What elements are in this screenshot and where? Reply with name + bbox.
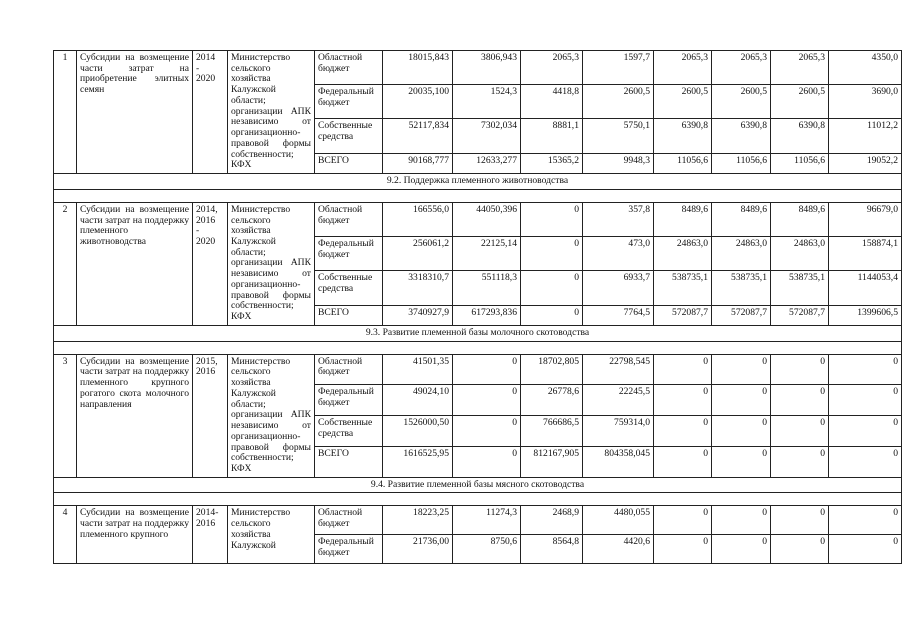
amount-cell: 1526000,50 xyxy=(383,416,453,447)
funding-source: Областной бюджет xyxy=(315,51,383,85)
spacer-row xyxy=(54,189,902,202)
section-heading: 9.2. Поддержка племенного животноводства xyxy=(54,174,902,190)
amount-cell: 572087,7 xyxy=(712,305,771,325)
amount-cell: 0 xyxy=(771,385,829,416)
amount-cell: 551118,3 xyxy=(453,271,521,305)
section-row xyxy=(54,325,902,341)
amount-cell: 11274,3 xyxy=(453,506,521,535)
amount-cell: 24863,0 xyxy=(654,237,712,271)
amount-cell: 0 xyxy=(829,416,902,447)
row-number: 4 xyxy=(54,506,77,564)
funding-source: ВСЕГО xyxy=(315,305,383,325)
amount-cell: 41501,35 xyxy=(383,354,453,385)
amount-cell: 0 xyxy=(521,237,583,271)
amount-cell: 0 xyxy=(829,354,902,385)
amount-cell: 49024,10 xyxy=(383,385,453,416)
amount-cell: 1399606,5 xyxy=(829,305,902,325)
amount-cell: 18015,843 xyxy=(383,51,453,85)
amount-cell: 766686,5 xyxy=(521,416,583,447)
amount-cell: 0 xyxy=(771,535,829,564)
spacer-cell xyxy=(54,189,902,202)
executor: Министерство сельского хозяйства Калужской области; организации АПК независимо от организационно-правовой формы собственности; КФХ xyxy=(228,354,315,477)
amount-cell: 22798,545 xyxy=(583,354,654,385)
executor: Министерство сельского хозяйства Калужской области; организации АПК независимо от организационно-правовой формы собственности; КФХ xyxy=(228,51,315,174)
amount-cell: 0 xyxy=(654,506,712,535)
amount-cell: 158874,1 xyxy=(829,237,902,271)
amount-cell: 3740927,9 xyxy=(383,305,453,325)
section-row xyxy=(54,477,902,493)
amount-cell: 538735,1 xyxy=(771,271,829,305)
funding-source: ВСЕГО xyxy=(315,153,383,173)
amount-cell: 90168,777 xyxy=(383,153,453,173)
amount-cell: 0 xyxy=(654,354,712,385)
amount-cell: 8489,6 xyxy=(654,202,712,236)
amount-cell: 9948,3 xyxy=(583,153,654,173)
amount-cell: 256061,2 xyxy=(383,237,453,271)
amount-cell: 8881,1 xyxy=(521,119,583,153)
amount-cell: 12633,277 xyxy=(453,153,521,173)
measure-years: 2014 - 2020 xyxy=(193,51,228,174)
amount-cell: 0 xyxy=(521,271,583,305)
funding-source: ВСЕГО xyxy=(315,446,383,477)
amount-cell: 2600,5 xyxy=(771,85,829,119)
amount-cell: 2600,5 xyxy=(654,85,712,119)
row-number: 1 xyxy=(54,51,77,174)
amount-cell: 44050,396 xyxy=(453,202,521,236)
funding-source: Федеральный бюджет xyxy=(315,237,383,271)
amount-cell: 8489,6 xyxy=(771,202,829,236)
budget-row xyxy=(54,51,902,85)
amount-cell: 7302,034 xyxy=(453,119,521,153)
amount-cell: 6390,8 xyxy=(654,119,712,153)
amount-cell: 2065,3 xyxy=(654,51,712,85)
amount-cell: 2065,3 xyxy=(712,51,771,85)
funding-source: Собственные средства xyxy=(315,119,383,153)
amount-cell: 11056,6 xyxy=(654,153,712,173)
amount-cell: 4480,055 xyxy=(583,506,654,535)
amount-cell: 0 xyxy=(829,446,902,477)
section-heading: 9.4. Развитие племенной базы мясного скотоводства xyxy=(54,477,902,493)
amount-cell: 8564,8 xyxy=(521,535,583,564)
measure-name: Субсидии на возмещение части затрат на поддержку племенного животноводства xyxy=(77,202,193,325)
measure-years: 2014, 2016 - 2020 xyxy=(193,202,228,325)
amount-cell: 6390,8 xyxy=(712,119,771,153)
amount-cell: 26778,6 xyxy=(521,385,583,416)
amount-cell: 11012,2 xyxy=(829,119,902,153)
funding-source: Собственные средства xyxy=(315,271,383,305)
funding-source: Федеральный бюджет xyxy=(315,535,383,564)
amount-cell: 572087,7 xyxy=(654,305,712,325)
executor: Министерство сельского хозяйства Калужской xyxy=(228,506,315,564)
amount-cell: 1144053,4 xyxy=(829,271,902,305)
measure-years: 2014- 2016 xyxy=(193,506,228,564)
spacer-row xyxy=(54,341,902,354)
amount-cell: 0 xyxy=(521,305,583,325)
amount-cell: 0 xyxy=(712,446,771,477)
amount-cell: 22125,14 xyxy=(453,237,521,271)
amount-cell: 3690,0 xyxy=(829,85,902,119)
amount-cell: 52117,834 xyxy=(383,119,453,153)
amount-cell: 11056,6 xyxy=(771,153,829,173)
amount-cell: 24863,0 xyxy=(771,237,829,271)
amount-cell: 0 xyxy=(712,535,771,564)
spacer-row xyxy=(54,493,902,506)
amount-cell: 812167,905 xyxy=(521,446,583,477)
row-number: 2 xyxy=(54,202,77,325)
spacer-cell xyxy=(54,341,902,354)
amount-cell: 18223,25 xyxy=(383,506,453,535)
amount-cell: 0 xyxy=(521,202,583,236)
amount-cell: 24863,0 xyxy=(712,237,771,271)
funding-source: Областной бюджет xyxy=(315,354,383,385)
funding-source: Областной бюджет xyxy=(315,506,383,535)
amount-cell: 1597,7 xyxy=(583,51,654,85)
amount-cell: 0 xyxy=(771,506,829,535)
amount-cell: 5750,1 xyxy=(583,119,654,153)
amount-cell: 0 xyxy=(654,535,712,564)
amount-cell: 96679,0 xyxy=(829,202,902,236)
amount-cell: 0 xyxy=(453,446,521,477)
amount-cell: 0 xyxy=(712,385,771,416)
amount-cell: 1524,3 xyxy=(453,85,521,119)
amount-cell: 804358,045 xyxy=(583,446,654,477)
amount-cell: 15365,2 xyxy=(521,153,583,173)
amount-cell: 6933,7 xyxy=(583,271,654,305)
amount-cell: 0 xyxy=(829,506,902,535)
amount-cell: 7764,5 xyxy=(583,305,654,325)
amount-cell: 2065,3 xyxy=(521,51,583,85)
amount-cell: 0 xyxy=(712,416,771,447)
amount-cell: 0 xyxy=(829,535,902,564)
amount-cell: 617293,836 xyxy=(453,305,521,325)
spacer-cell xyxy=(54,493,902,506)
amount-cell: 4420,6 xyxy=(583,535,654,564)
amount-cell: 759314,0 xyxy=(583,416,654,447)
amount-cell: 3806,943 xyxy=(453,51,521,85)
amount-cell: 18702,805 xyxy=(521,354,583,385)
amount-cell: 4350,0 xyxy=(829,51,902,85)
amount-cell: 1616525,95 xyxy=(383,446,453,477)
amount-cell: 22245,5 xyxy=(583,385,654,416)
amount-cell: 19052,2 xyxy=(829,153,902,173)
amount-cell: 2468,9 xyxy=(521,506,583,535)
amount-cell: 357,8 xyxy=(583,202,654,236)
measure-years: 2015, 2016 xyxy=(193,354,228,477)
amount-cell: 2065,3 xyxy=(771,51,829,85)
amount-cell: 0 xyxy=(771,354,829,385)
amount-cell: 8750,6 xyxy=(453,535,521,564)
amount-cell: 0 xyxy=(771,416,829,447)
row-number: 3 xyxy=(54,354,77,477)
measure-name: Субсидии на возмещение части затрат на поддержку племенного крупного xyxy=(77,506,193,564)
funding-source: Федеральный бюджет xyxy=(315,385,383,416)
subsidy-table xyxy=(53,50,902,564)
amount-cell: 0 xyxy=(771,446,829,477)
funding-source: Областной бюджет xyxy=(315,202,383,236)
amount-cell: 20035,100 xyxy=(383,85,453,119)
amount-cell: 0 xyxy=(654,385,712,416)
budget-row xyxy=(54,202,902,236)
amount-cell: 572087,7 xyxy=(771,305,829,325)
amount-cell: 0 xyxy=(712,506,771,535)
amount-cell: 166556,0 xyxy=(383,202,453,236)
amount-cell: 0 xyxy=(712,354,771,385)
measure-name: Субсидии на возмещение части затрат на поддержку племенного крупного рогатого скота молочного направления xyxy=(77,354,193,477)
amount-cell: 0 xyxy=(453,354,521,385)
amount-cell: 4418,8 xyxy=(521,85,583,119)
amount-cell: 2600,5 xyxy=(583,85,654,119)
amount-cell: 2600,5 xyxy=(712,85,771,119)
executor: Министерство сельского хозяйства Калужской области; организации АПК независимо от организационно-правовой формы собственности; КФХ xyxy=(228,202,315,325)
amount-cell: 0 xyxy=(453,416,521,447)
measure-name: Субсидии на возмещение части затрат на приобретение элитных семян xyxy=(77,51,193,174)
section-row xyxy=(54,174,902,190)
amount-cell: 3318310,7 xyxy=(383,271,453,305)
amount-cell: 538735,1 xyxy=(712,271,771,305)
budget-row xyxy=(54,506,902,535)
amount-cell: 0 xyxy=(654,446,712,477)
amount-cell: 11056,6 xyxy=(712,153,771,173)
amount-cell: 8489,6 xyxy=(712,202,771,236)
amount-cell: 21736,00 xyxy=(383,535,453,564)
amount-cell: 0 xyxy=(829,385,902,416)
amount-cell: 6390,8 xyxy=(771,119,829,153)
amount-cell: 473,0 xyxy=(583,237,654,271)
amount-cell: 0 xyxy=(453,385,521,416)
amount-cell: 538735,1 xyxy=(654,271,712,305)
budget-row xyxy=(54,354,902,385)
section-heading: 9.3. Развитие племенной базы молочного скотоводства xyxy=(54,325,902,341)
amount-cell: 0 xyxy=(654,416,712,447)
funding-source: Собственные средства xyxy=(315,416,383,447)
funding-source: Федеральный бюджет xyxy=(315,85,383,119)
